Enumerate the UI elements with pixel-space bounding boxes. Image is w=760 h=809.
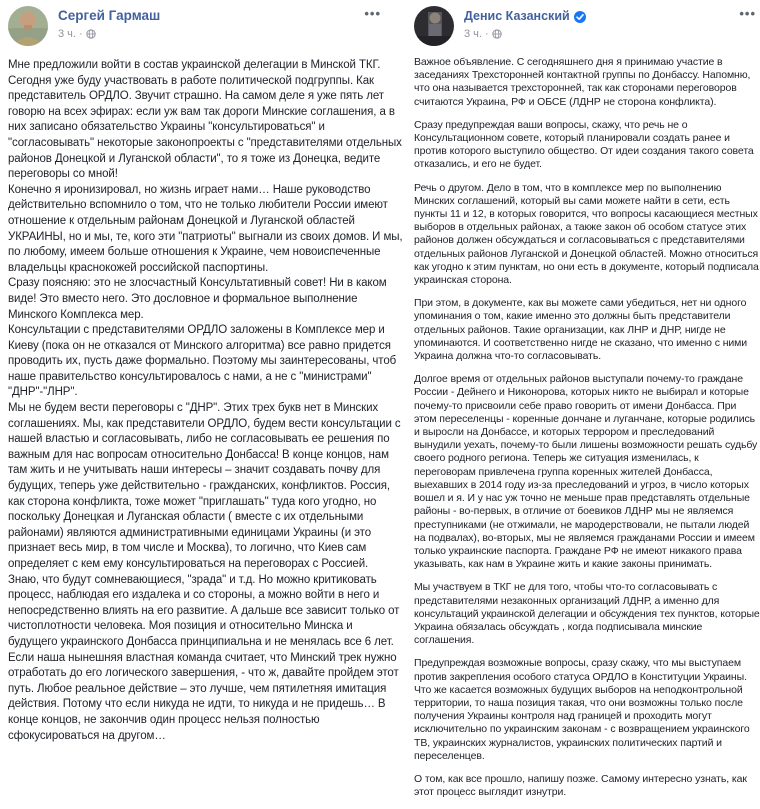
avatar-photo-dark — [414, 6, 454, 46]
post-options-ellipsis-icon[interactable]: ••• — [739, 6, 756, 21]
post-paragraph: Сразу предупреждая ваши вопросы, скажу, что речь не о Консультационном совете, который планировали создать ранее и против которого выступило общество. От идеи создания такого совета отказались, и его не будет. — [414, 118, 754, 171]
post-paragraph: Речь о другом. Дело в том, что в комплексе мер по выполнению Минских соглашений, который вы сами можете найти в сети, есть пункты 11 и 12, в которых говорится, что вопросы касающиеся местных выборов в отдельных районах, а также закон об особом статусе этих районов должен обсуждаться и согласовываться с представителями отдельных районов Луганской и Донецкой областей. Можно относиться как угодно к этим пунктам, но они есть в документе, который подписала украинская сторона. — [414, 181, 759, 287]
post-paragraph: Долгое время от отдельных районов выступали почему-то граждане России - Дейнего и Никонорова, которых никто не выбирал и которые почему-то присвоили себе право говорить от имени Донбасса. При этом переселенцы - коренные дончане и луганчане, которые родились и выросли на Донбассе, и которых террором и преследований вынудили уехать, почему-то были лишены возможности решать судьбу своего родного региона. Теперь же ситуация изменилась, к переговорам привлечена группа коренных жителей Донбасса, выехавших в 2014 году из-за преследований и угроз, в число которых вошел и я. И у нас уж точно не меньше прав представлять отдельные районы - во-первых, в отличие от боевиков ЛДНР мы не являемся преступниками (не отжимали, не мародерствовали, не пытали людей на подвалах), во-вторых, мы не являемся гражданами России и имеем только украинские паспорта. Граждане РФ не имеют никакого права указывать, как нам в Украине жить и какие законы принимать. — [414, 373, 758, 571]
post-options-ellipsis-icon[interactable]: ••• — [364, 6, 381, 21]
post-sergey-garmash — [8, 6, 405, 744]
post-meta — [58, 28, 160, 40]
timestamp[interactable]: 3 ч. — [464, 28, 482, 40]
meta-separator: · — [484, 28, 489, 40]
verified-badge-icon — [574, 10, 586, 22]
globe-icon — [86, 29, 96, 39]
meta-separator: · — [78, 28, 83, 40]
globe-icon — [492, 29, 502, 39]
post-paragraph: Важное объявление. С сегодняшнего дня я принимаю участие в заседаниях Трехсторонней контактной группы по Донбассу. Напомню, что она называется трехсторонней, так как сторонами переговоров считаются Украина, РФ и ОБСЕ (ЛДНР не сторона конфликта). — [414, 56, 751, 108]
post-denis-kazansky — [414, 6, 760, 809]
post-meta — [464, 28, 586, 40]
post-header — [414, 6, 760, 56]
header-meta — [464, 7, 586, 40]
post-paragraph: Сразу поясняю: это не злосчастный Консультативный совет! Ни в каком виде! Это вместо него. Это дословное и формальное выполнение Минского Комплекса мер. — [8, 277, 387, 321]
post-paragraph: Мы участвуем в ТКГ не для того, чтобы что-то согласовывать с представителями незаконных организаций ЛДНР, а именно для консультаций украинской делегации и обсуждения тех пунктов, которые Украина обязалась обсуждать , когда подписывала минские соглашения. — [414, 581, 760, 647]
avatar[interactable] — [414, 6, 454, 46]
post-paragraph: Предупреждая возможные вопросы, сразу скажу, что мы выступаем против закрепления особого статуса ОРДЛО в Конституции Украины. Что же касается возможных будущих выборов на неподконтрольной территории, то наша позиция такая, что они возможны только после получения Украины контроля над границей и проходить могут исключительно по украинским законам - с возвращением украинского ТВ, украинских журналистов, украинских политических партий и переселенцев. — [414, 657, 750, 762]
post-paragraph: Конечно я иронизировал, но жизнь играет нами… Наше руководство действительно вспомнило о том, что не только любители России имеют отношение к отдельным районам Донецкой и Луганской областей УКРАИНЫ, но и мы, те, кого эти "патриоты" выгнали из своих домов. И мы, по любому, имеем больше отношения к Украине, чем новоиспеченные владельцы краснокожей российской паспортины. — [8, 183, 403, 274]
post-paragraph: О том, как все прошло, напишу позже. Самому интересно узнать, как этот процесс выглядит изнутри. — [414, 772, 747, 799]
post-text — [414, 56, 760, 799]
post-paragraph: Мне предложили войти в состав украинской делегации в Минской ТКГ. Сегодня уже буду участвовать в работе политической подгруппы. Как представитель ОРДЛО. Звучит страшно. На самом деле я уже пять лет говорю на всех эфирах: если уж вам так дороги Минские соглашения, а в них записано обязательство Украины "консультироваться" и "согласовывать" некоторые законопроекты с "представителями отдельных районов Донецкой и Луганской области", то я тоже из Донецка, ведите переговоры со мной! — [8, 59, 402, 181]
post-text — [8, 58, 405, 744]
post-header — [8, 6, 405, 56]
timestamp[interactable]: 3 ч. — [58, 28, 76, 40]
post-paragraph: При этом, в документе, как вы можете сами убедиться, нет ни одного упоминания о том, какие именно это должны быть представители отдельных районов. Такие организации, как ЛНР и ДНР, нигде не упоминаются. И соответственно нигде не сказано, что именно с ними Украина должна что-то согласовывать. — [414, 297, 748, 363]
avatar-photo-man — [8, 6, 48, 46]
post-paragraph: Знаю, что будут сомневающиеся, "зрада" и т.д. Но можно критиковать процесс, наблюдая его издалека и со стороны, а можно войти в него и непосредственно влиять на его развитие. А дальше все зависит только от чистоплотности человека. Моя позиция и относительно Минска и будущего украинского Донбасса принципиальна и не менялась все 6 лет. Если наша нынешняя властная команда считает, что Минский трек нужно отработать до его логического завершения, - что ж, давайте пройдем этот путь. Любое реальное действие – это лучше, чем пятилетняя имитация действия. Потому что если никуда не идти, то никуда и не придешь… В конце концов, не закончив один процесс нельзя полностью сфокусироваться на другом… — [8, 573, 400, 742]
author-link[interactable]: Денис Казанский — [464, 8, 570, 23]
header-meta — [58, 7, 160, 40]
post-paragraph: Консультации с представителями ОРДЛО заложены в Комплексе мер и Киеву (пока он не отказался от Минского алгоритма) все равно придется проводить их, пусть даже формально. Поэтому мы заинтересованы, чтоб наше правительство консультировалось с нами, а не с "министрами" "ДНР"-"ЛНР". — [8, 324, 397, 399]
avatar[interactable] — [8, 6, 48, 46]
post-paragraph: Мы не будем вести переговоры с "ДНР". Этих трех букв нет в Минских соглашениях. Мы, как представители ОРДЛО, будем вести консультации с нашей властью и согласовывать, либо не согласовывать ее решения по важным для нас вопросам относительно Донбасса! В конце концов, нам там жить и не учитывать наши интересы – значит создавать почву для будущих, теперь уже действительно - гражданских, конфликтов. Россия, как сторона конфликта, тоже может "приглашать" туда кого угодно, но поскольку Донецкая и Луганская области ( вместе с их отдельными районами) являются административными единицами Украины (и это признает весь мир, в том числе и Москва), то логично, что Киев сам определяет с кем ему консультироваться на переговорах с Россией. — [8, 402, 401, 570]
author-link[interactable]: Сергей Гармаш — [58, 8, 161, 24]
